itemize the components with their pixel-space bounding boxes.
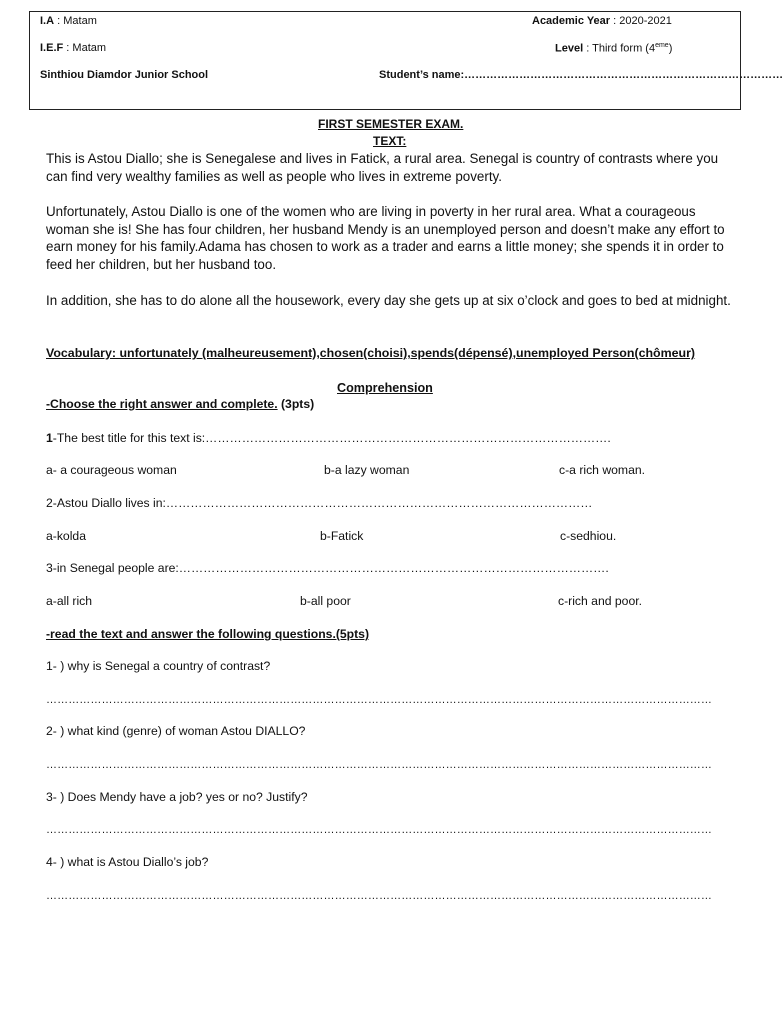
level-value: : Third form (4 <box>583 42 656 55</box>
paragraph-1: This is Astou Diallo; she is Senegalese and lives in Fatick, a rural area. Senegal is country of contrasts where you can find very wealthy families as well as people who lives in extreme poverty. <box>46 151 719 184</box>
answer-line-b2[interactable]: ……………………………………………………………………………………………………………………………………………………………… <box>46 759 712 771</box>
question-b1: 1- ) why is Senegal a country of contrast? <box>46 659 271 673</box>
paragraph-2: Unfortunately, Astou Diallo is one of the women who are living in poverty in her rural area. What a courageous woman she is! She has four children, her husband Mendy is an unemployed person and doesn’t make any effort to earn money for his family.Adama has chosen to work as a trader and earns a little money; she spends it in order to feed her children, but her husband too. <box>46 204 725 272</box>
option-a3-a[interactable]: a-all rich <box>46 594 93 608</box>
student-name-label: Student’s name: <box>379 69 465 81</box>
exam-title: FIRST SEMESTER EXAM. <box>318 117 464 131</box>
section-a-instruction-text: -Choose the right answer and complete. <box>46 397 278 411</box>
academic-year-line <box>532 15 672 27</box>
option-a1-b[interactable]: b-a lazy woman <box>324 463 410 477</box>
option-a2-a[interactable]: a-kolda <box>46 529 86 543</box>
ief-line <box>40 42 106 54</box>
answer-line-b1[interactable]: ……………………………………………………………………………………………………………………………………………………………… <box>46 694 712 706</box>
school-name: Sinthiou Diamdor Junior School <box>40 69 209 81</box>
ia-line <box>40 15 97 27</box>
ia-label: I.A <box>40 15 55 27</box>
question-a1 <box>46 431 611 445</box>
year-value: : 2020-2021 <box>613 15 672 27</box>
year-label: Academic Year <box>532 15 611 27</box>
question-b3: 3- ) Does Mendy have a job? yes or no? Justify? <box>46 790 308 804</box>
ief-value: : Matam <box>66 42 107 54</box>
answer-line-b4[interactable]: ……………………………………………………………………………………………………………………………………………………………… <box>46 890 712 902</box>
question-a1-text: -The best title for this text is:………………………………………………………………………………………. <box>52 431 611 445</box>
level-close: ) <box>668 42 673 55</box>
section-b-instruction: -read the text and answer the following questions.(5pts) <box>46 627 370 641</box>
option-a1-c[interactable]: c-a rich woman. <box>559 463 646 477</box>
comprehension-heading: Comprehension <box>337 381 433 395</box>
option-a1-a[interactable]: a- a courageous woman <box>46 463 177 477</box>
question-a1-number: 1 <box>46 431 53 445</box>
option-a2-c[interactable]: c-sedhiou. <box>560 529 617 543</box>
level-line <box>555 42 672 55</box>
section-a-points: (3pts) <box>277 397 315 411</box>
option-a3-c[interactable]: c-rich and poor. <box>558 594 643 608</box>
level-label: Level <box>555 42 584 55</box>
answer-line-b3[interactable]: ……………………………………………………………………………………………………………………………………………………………… <box>46 824 712 836</box>
level-sup: eme <box>655 42 669 49</box>
section-a-instruction <box>46 397 314 411</box>
student-name-dots: …………………………………………………………………………… <box>464 69 783 81</box>
question-a3: 3-in Senegal people are:……………………………………………………………………………………………. <box>46 561 609 575</box>
question-a2: 2-Astou Diallo lives in:…………………………………………………………………………………………… <box>46 496 593 510</box>
ia-value: : Matam <box>57 15 97 27</box>
paragraph-3: In addition, she has to do alone all the housework, every day she gets up at six o’clock and goes to bed at midnight. <box>46 293 731 308</box>
text-heading: TEXT: <box>373 134 407 148</box>
ief-label: I.E.F <box>40 42 64 54</box>
option-a2-b[interactable]: b-Fatick <box>320 529 364 543</box>
vocabulary-line: Vocabulary: unfortunately (malheureusement),chosen(choisi),spends(dépensé),unemployed Person(chômeur) <box>46 346 696 360</box>
question-b4: 4- ) what is Astou Diallo’s job? <box>46 855 209 869</box>
student-name-line[interactable] <box>379 69 783 81</box>
question-b2: 2- ) what kind (genre) of woman Astou DIALLO? <box>46 724 306 738</box>
option-a3-b[interactable]: b-all poor <box>300 594 351 608</box>
